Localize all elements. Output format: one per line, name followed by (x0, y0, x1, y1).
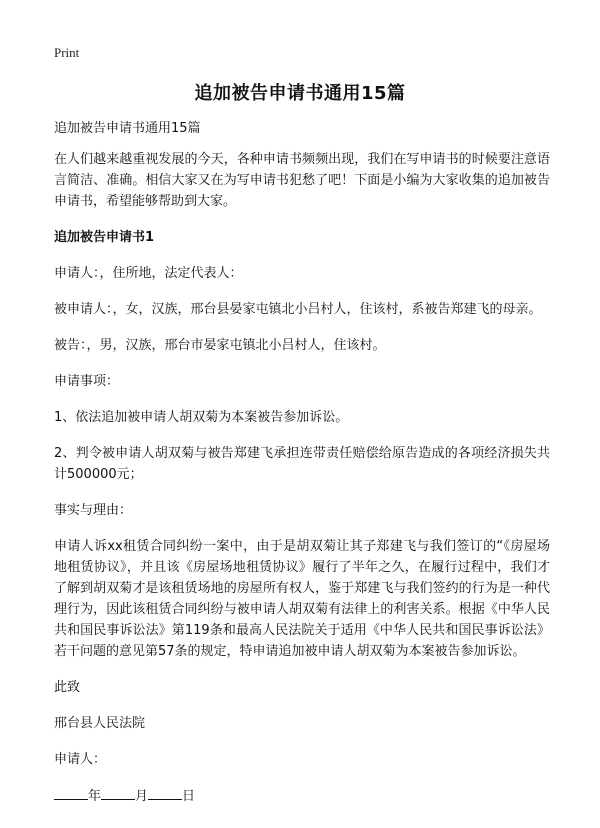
matter-item-1: 1、依法追加被申请人胡双菊为本案被告参加诉讼。 (54, 410, 349, 425)
applicant-line: 申请人：，住所地，法定代表人： (54, 266, 243, 281)
defendant-line: 被告：，男，汉族，邢台市晏家屯镇北小吕村人，住该村。 (54, 338, 386, 353)
closing-salutation: 此致 (54, 680, 81, 695)
date-line (54, 785, 550, 807)
matters-heading: 申请事项： (54, 374, 120, 389)
matter-item-2: 2、判令被申请人胡双菊与被告郑建飞承担连带责任赔偿给原告造成的各项经济损失共计500000元； (54, 446, 550, 482)
month-blank (101, 785, 135, 800)
facts-paragraph: 申请人诉xx租赁合同纠纷一案中，由于是胡双菊让其子郑建飞与我们签订的“《房屋场地租赁协议》，并且该《房屋场地租赁协议》履行了半年之久，在履行过程中，我们才了解到胡双菊才是该租赁场地的房屋所有权人，鉴于郑建飞与我们签约的行为是一种代理行为，因此该租赁合同纠纷与被申请人胡双菊有法律上的利害关系。根据《中华人民共和国民事诉讼法》第119条和最高人民法院关于适用《中华人民共和国民事诉讼法》若干问题的意见第57条的规定，特申请追加被申请人胡双菊为本案被告参加诉讼。 (54, 539, 550, 659)
signature-label: 申请人： (54, 752, 107, 767)
facts-heading: 事实与理由： (54, 503, 133, 518)
court-name: 邢台县人民法院 (54, 716, 146, 731)
print-label: Print (54, 45, 80, 60)
intro-paragraph: 在人们越来越重视发展的今天，各种申请书频频出现，我们在写申请书的时候要注意语言简洁、准确。相信大家又在为写申请书犯愁了吧！下面是小编为大家收集的追加被告申请书，希望能够帮助到大家。 (54, 152, 550, 209)
document-title: 追加被告申请书通用15篇 (194, 83, 406, 104)
year-blank (54, 785, 88, 800)
document-subtitle: 追加被告申请书通用15篇 (54, 121, 201, 136)
document-body (54, 118, 550, 822)
year-label: 年 (88, 789, 102, 804)
day-blank (148, 785, 182, 800)
section-title: 追加被告申请书1 (54, 230, 155, 245)
day-label: 日 (182, 789, 196, 804)
month-label: 月 (135, 789, 149, 804)
respondent-line: 被申请人：，女，汉族，邢台县晏家屯镇北小吕村人，住该村，系被告郑建飞的母亲。 (54, 302, 542, 317)
